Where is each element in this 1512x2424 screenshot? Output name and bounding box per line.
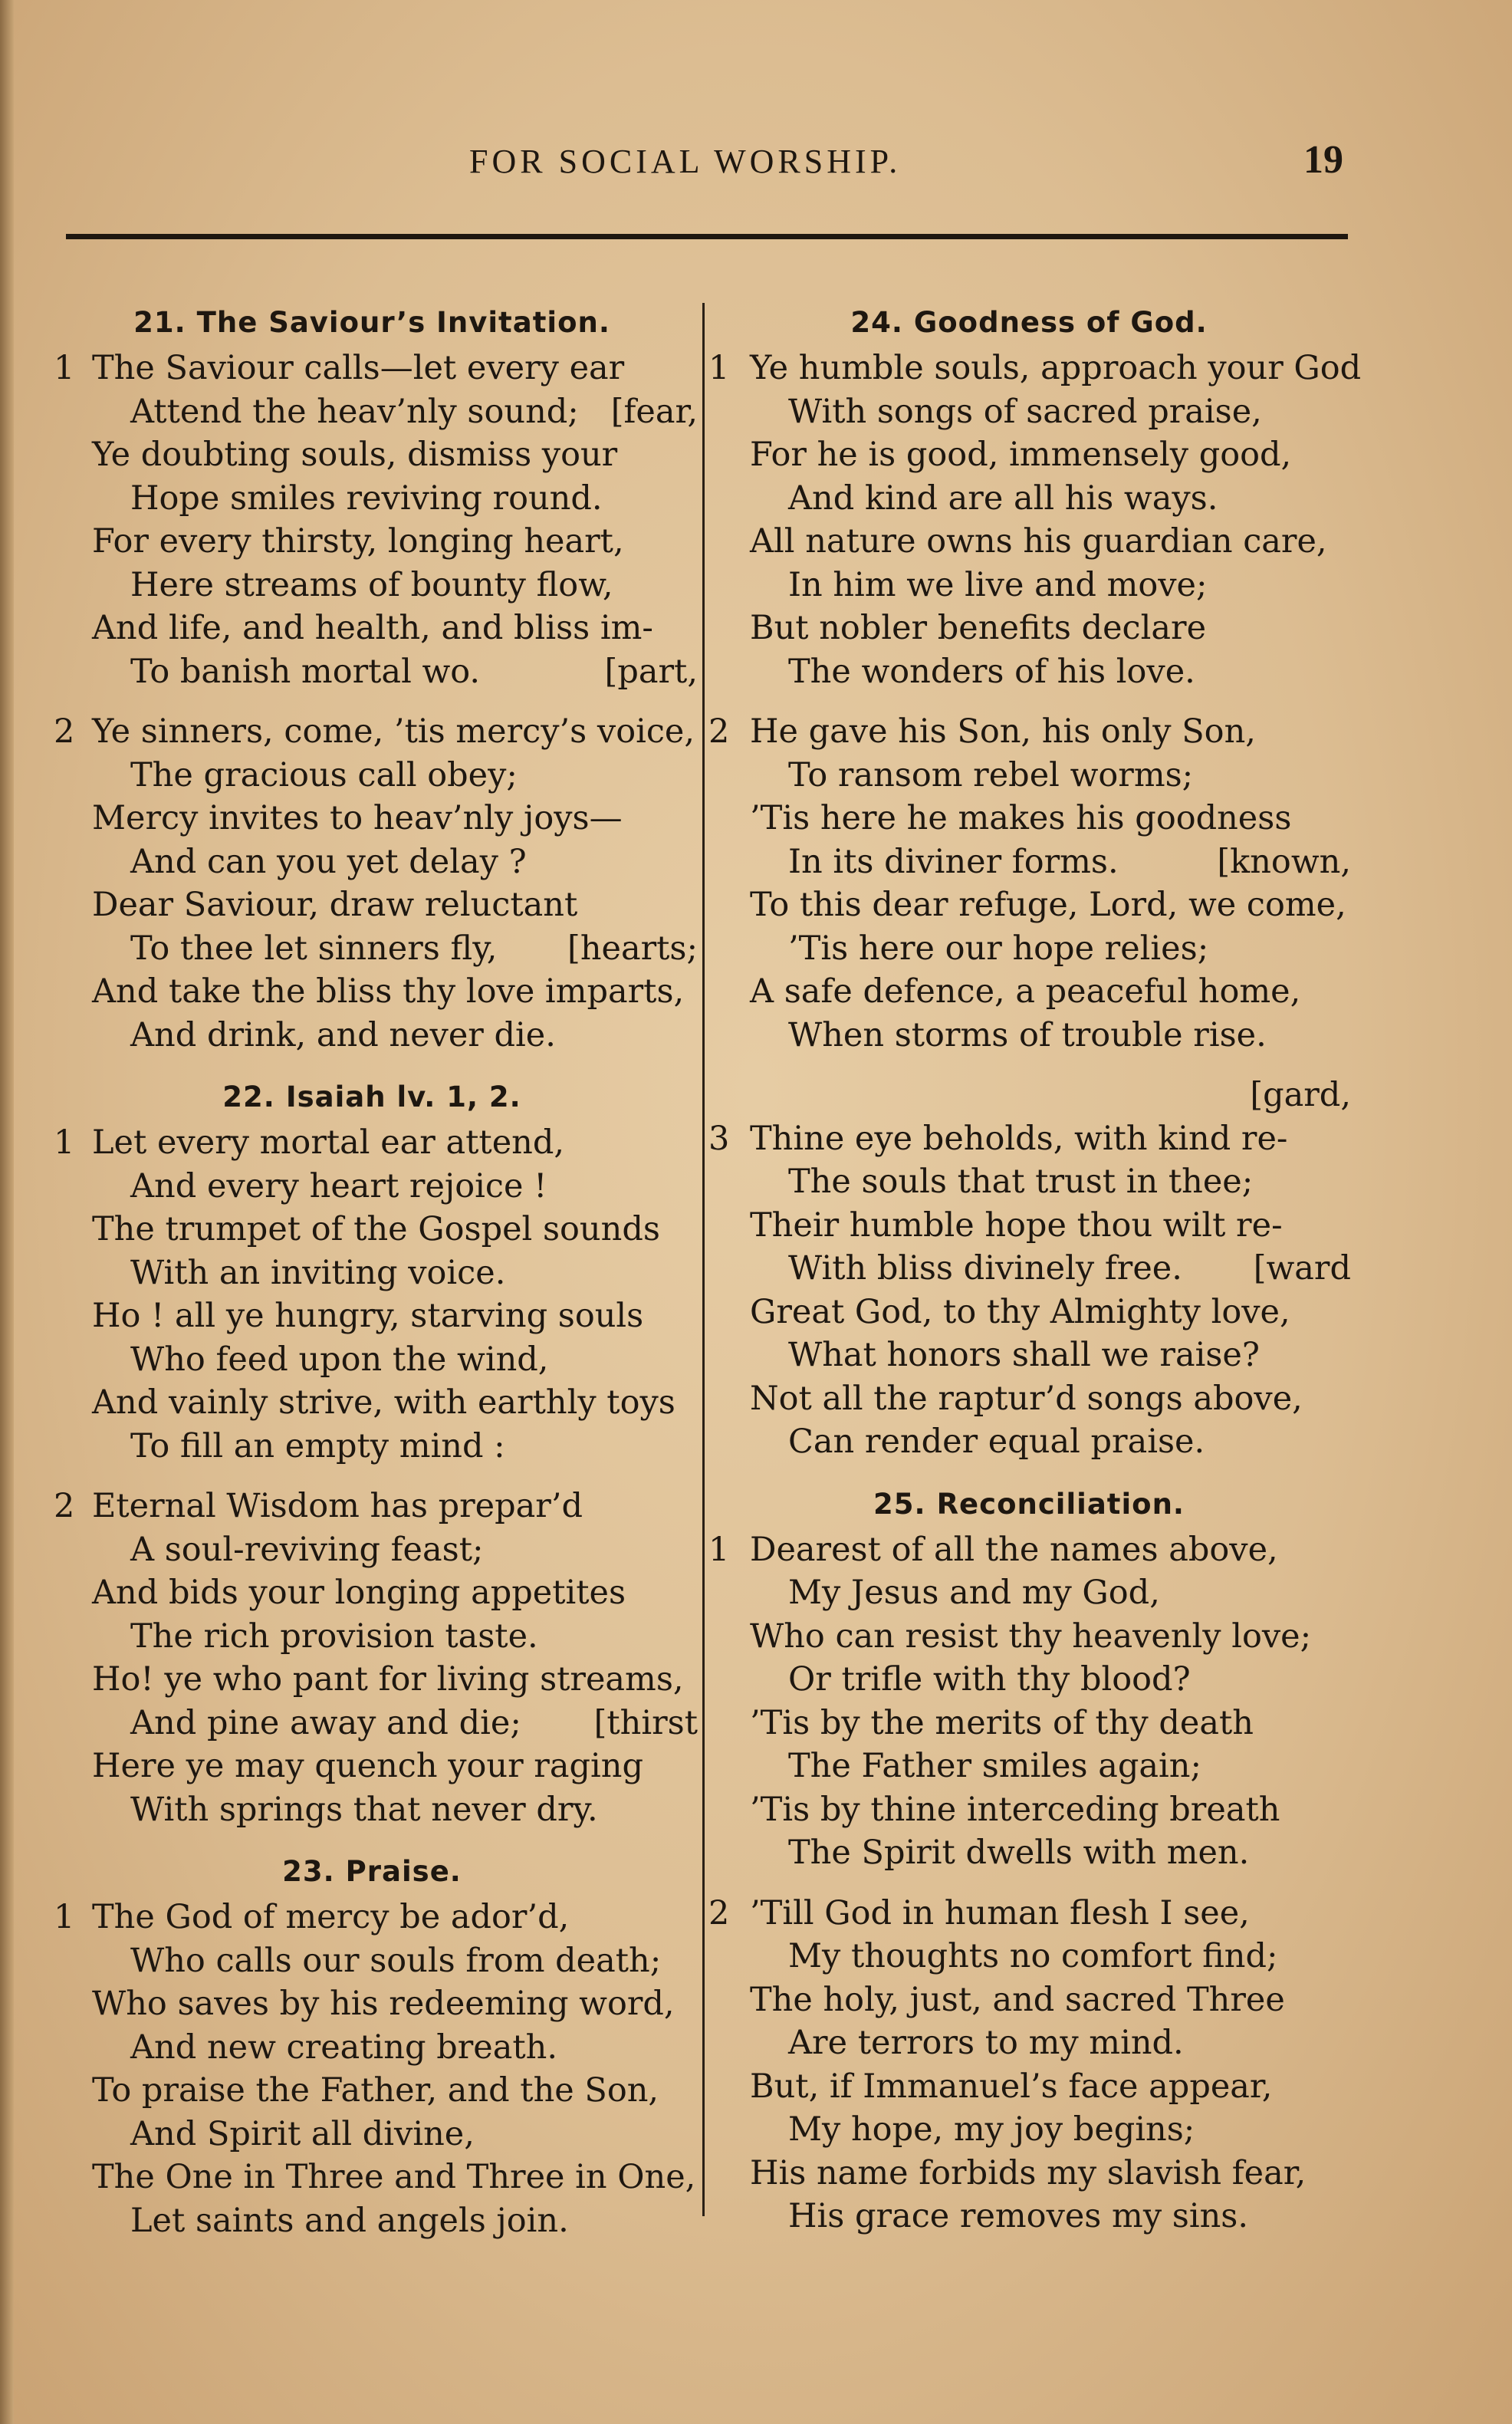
line-text: Their humble hope thou wilt re- (750, 1205, 1283, 1245)
verse-line (46, 927, 698, 971)
verse (46, 347, 698, 693)
line-text: And drink, and never die. (130, 1015, 556, 1054)
line-text: And kind are all his ways. (788, 479, 1218, 518)
line-text: And life, and health, and bliss im- (92, 609, 653, 647)
right-column (707, 299, 1362, 2255)
line-text: Ho ! all ye hungry, starving souls (92, 1297, 644, 1335)
line-text: For he is good, immensely good, (750, 436, 1292, 474)
verse-line (707, 520, 1351, 564)
line-carryover: [thirst (593, 1703, 698, 1742)
line-carryover: [part, (604, 652, 698, 691)
hymn-number: 22. (222, 1080, 275, 1113)
verse-line (46, 347, 698, 390)
line-text: He gave his Son, his only Son, (750, 712, 1256, 751)
left-column (46, 299, 698, 2259)
verse-line (707, 1204, 1351, 1248)
line-text: To ransom rebel worms; (788, 755, 1194, 794)
line-text: When storms of trouble rise. (788, 1015, 1267, 1054)
hymn-block (46, 1074, 698, 1831)
verse-line (46, 840, 698, 884)
hymn-title-text: Reconciliation. (936, 1487, 1185, 1521)
line-text: With springs that never dry. (130, 1790, 598, 1829)
verse (707, 1074, 1351, 1464)
line-text: The God of mercy be ador’d, (92, 1898, 570, 1936)
line-text: The Spirit dwells with men. (788, 1834, 1250, 1872)
line-text: Great God, to thy Almighty love, (750, 1292, 1290, 1331)
line-text: To fill an empty mind : (130, 1426, 505, 1465)
verse-line (707, 1160, 1351, 1204)
verse-line (46, 1788, 698, 1832)
verse-line (46, 2199, 698, 2243)
verse-line (46, 1982, 698, 2026)
line-text: ’Tis here he makes his goodness (750, 799, 1292, 837)
line-text: For every thirsty, longing heart, (92, 522, 624, 561)
verse-line (707, 390, 1351, 434)
line-text: Ye sinners, come, ’tis mercy’s voice, (92, 712, 695, 751)
line-text: Eternal Wisdom has prepar’d (92, 1487, 583, 1525)
line-text: The souls that trust in thee; (788, 1163, 1254, 1201)
verse-line (707, 1615, 1351, 1659)
verse-line (46, 1745, 698, 1788)
verse-line (46, 477, 698, 521)
line-text: Attend the heav’nly sound; (130, 392, 579, 431)
line-text: With songs of sacred praise, (788, 392, 1262, 431)
verse-line (707, 1935, 1351, 1978)
line-text: Dear Saviour, draw reluctant (92, 886, 578, 924)
line-text: And new creating breath. (130, 2028, 558, 2067)
hymn-title-text: Praise. (345, 1855, 462, 1888)
line-text: The One in Three and Three in One, (92, 2158, 696, 2196)
verse-line (46, 1121, 698, 1165)
line-carryover: [known, (1217, 842, 1351, 881)
hymn-title (46, 1848, 698, 1896)
hymn-title (46, 299, 698, 347)
column-divider (702, 303, 705, 2216)
verse-line (46, 970, 698, 1014)
verse-line (46, 2069, 698, 2113)
verse-line (707, 1831, 1351, 1875)
hymn-title-text: Goodness of God. (913, 306, 1208, 339)
verse-line (707, 1420, 1351, 1464)
hymn-block (46, 1848, 698, 2242)
verse-line (707, 2065, 1351, 2109)
verse (707, 710, 1351, 1057)
line-text: ’Tis by the merits of thy death (750, 1703, 1254, 1742)
verse-number: 1 (708, 349, 730, 387)
line-text: The wonders of his love. (788, 652, 1195, 691)
line-text: Not all the raptur’d songs above, (750, 1379, 1303, 1418)
verse-line (707, 564, 1351, 607)
verse-line (707, 883, 1351, 927)
page-edge (0, 0, 14, 2424)
line-text: My Jesus and my God, (788, 1574, 1160, 1612)
verse (707, 1892, 1351, 2238)
line-text: Here ye may quench your raging (92, 1747, 643, 1785)
line-text: Let every mortal ear attend, (92, 1123, 565, 1162)
verse-line (46, 1165, 698, 1209)
line-text: Who calls our souls from death; (130, 1941, 662, 1980)
verse-line (46, 1294, 698, 1338)
verse (46, 710, 698, 1057)
verse (707, 1528, 1351, 1875)
verse-line (46, 1702, 698, 1745)
hymn-number: 24. (850, 306, 903, 339)
line-text: And take the bliss thy love imparts, (92, 972, 685, 1011)
verse-line (707, 710, 1351, 754)
verse-line (46, 2156, 698, 2199)
verse-line (46, 1896, 698, 1939)
line-text: To thee let sinners fly, (130, 929, 498, 968)
verse-line (707, 1014, 1351, 1057)
line-text: The holy, just, and sacred Three (750, 1980, 1285, 2019)
line-text: And every heart rejoice ! (130, 1166, 547, 1205)
line-text: The gracious call obey; (130, 755, 518, 794)
line-text: To this dear refuge, Lord, we come, (750, 886, 1346, 924)
line-text: In its diviner forms. (788, 842, 1119, 881)
line-text: All nature owns his guardian care, (750, 522, 1327, 561)
line-text: And vainly strive, with earthly toys (92, 1383, 675, 1422)
line-text: A soul-reviving feast; (130, 1530, 484, 1569)
line-text: And pine away and die; (130, 1703, 521, 1742)
line-text: Can render equal praise. (788, 1422, 1205, 1461)
line-carryover: [gard, (1250, 1076, 1351, 1114)
line-text: And bids your longing appetites (92, 1574, 626, 1612)
verse-line (707, 970, 1351, 1014)
verse-line (707, 797, 1351, 840)
line-text: With bliss divinely free. (788, 1249, 1182, 1288)
verse-number: 2 (708, 1893, 730, 1932)
line-text: Who feed upon the wind, (130, 1340, 549, 1379)
verse-line (707, 1377, 1351, 1421)
verse-line (46, 1381, 698, 1425)
verse-line (707, 2021, 1351, 2065)
line-text: Let saints and angels join. (130, 2201, 569, 2240)
line-text: ’Till God in human flesh I see, (750, 1893, 1250, 1932)
verse-line (46, 1338, 698, 1382)
verse-line (707, 1702, 1351, 1745)
line-text: Thine eye beholds, with kind re- (750, 1119, 1288, 1158)
line-text: Mercy invites to heav’nly joys— (92, 799, 623, 837)
hymn-number: 25. (873, 1487, 926, 1521)
hymn-number: 23. (282, 1855, 335, 1888)
line-carryover: [ward (1253, 1249, 1351, 1288)
hymn-title-text: The Saviour’s Invitation. (196, 306, 610, 339)
verse-line (46, 1939, 698, 1983)
verse-line (46, 564, 698, 607)
verse-line (46, 797, 698, 840)
verse-line (707, 754, 1351, 798)
page-number: 19 (1303, 138, 1343, 182)
verse-line (707, 433, 1351, 477)
verse-line (46, 2026, 698, 2070)
line-text: His grace removes my sins. (788, 2197, 1249, 2235)
line-text: To praise the Father, and the Son, (92, 2071, 659, 2110)
verse-line (46, 433, 698, 477)
line-text: The Saviour calls—let every ear (92, 349, 625, 387)
verse-line (707, 840, 1351, 884)
verse-line (707, 347, 1362, 390)
verse-line (46, 1528, 698, 1572)
line-text: His name forbids my slavish fear, (750, 2153, 1307, 2192)
verse-line (46, 883, 698, 927)
verse-line (707, 1658, 1351, 1702)
header-rule (66, 234, 1348, 239)
hymn-number: 21. (133, 306, 186, 339)
line-text: Who saves by his redeeming word, (92, 1985, 675, 2023)
verse-number: 1 (54, 349, 75, 387)
verse-line (707, 1074, 1351, 1117)
verse-line (46, 710, 698, 754)
verse-line (707, 1117, 1351, 1161)
hymn-title-text: Isaiah lv. 1, 2. (285, 1080, 521, 1113)
verse-line (46, 1571, 698, 1615)
verse-line (707, 1528, 1351, 1572)
verse (46, 1485, 698, 1831)
verse-number: 2 (54, 1487, 75, 1525)
line-text: A safe defence, a peaceful home, (750, 972, 1301, 1011)
verse-line (707, 477, 1351, 521)
verse-line (707, 607, 1351, 650)
line-text: Or trifle with thy blood? (788, 1660, 1191, 1699)
verse-line (707, 2152, 1351, 2195)
verse-line (707, 1291, 1351, 1334)
verse-line (46, 1658, 698, 1702)
line-text: Here streams of bounty flow, (130, 565, 613, 604)
verse-line (46, 607, 698, 650)
verse-line (707, 2195, 1351, 2238)
hymn-title (46, 1074, 698, 1121)
verse-line (46, 754, 698, 798)
verse-number: 1 (708, 1530, 730, 1569)
verse (707, 347, 1362, 693)
verse (46, 1121, 698, 1468)
line-text: Ho! ye who pant for living streams, (92, 1660, 684, 1699)
hymn-block (46, 299, 698, 1057)
line-text: Hope smiles reviving round. (130, 479, 603, 518)
line-carryover: [hearts; (567, 929, 698, 968)
verse-line (46, 390, 698, 434)
verse-line (46, 1251, 698, 1295)
verse-line (707, 1892, 1351, 1936)
verse-number: 2 (54, 712, 75, 751)
line-text: In him we live and move; (788, 565, 1208, 604)
verse-number: 1 (54, 1898, 75, 1936)
line-text: My hope, my joy begins; (788, 2110, 1195, 2149)
verse-line (46, 520, 698, 564)
line-text: Are terrors to my mind. (788, 2024, 1184, 2062)
verse-line (707, 927, 1351, 971)
verse-line (707, 1788, 1351, 1832)
line-text: The rich provision taste. (130, 1617, 538, 1656)
line-text: ’Tis by thine interceding breath (750, 1790, 1280, 1829)
line-text: The trumpet of the Gospel sounds (92, 1210, 660, 1248)
line-text: ’Tis here our hope relies; (788, 929, 1209, 968)
hymn-block (707, 1481, 1351, 2238)
verse-number: 1 (54, 1123, 75, 1162)
verse-line (707, 1334, 1351, 1377)
verse-line (707, 1978, 1351, 2022)
line-text: And Spirit all divine, (130, 2114, 475, 2153)
page-header (0, 138, 1512, 203)
verse-line (707, 1571, 1351, 1615)
verse-line (707, 1745, 1351, 1788)
line-text: Ye humble souls, approach your God (750, 349, 1362, 387)
verse-line (46, 2113, 698, 2156)
line-text: The Father smiles again; (788, 1747, 1201, 1785)
line-text: With an inviting voice. (130, 1253, 506, 1292)
verse-line (46, 1485, 698, 1528)
verse-line (46, 1425, 698, 1469)
line-text: What honors shall we raise? (788, 1336, 1260, 1374)
verse-number: 3 (708, 1119, 730, 1158)
line-text: To banish mortal wo. (130, 652, 481, 691)
verse-line (707, 650, 1351, 694)
verse-line (707, 1247, 1351, 1291)
verse-line (46, 1014, 698, 1057)
line-text: Who can resist thy heavenly love; (750, 1617, 1312, 1656)
verse-line (46, 650, 698, 694)
line-text: Dearest of all the names above, (750, 1530, 1278, 1569)
verse-line (46, 1208, 698, 1251)
hymn-title (707, 1481, 1351, 1528)
hymn-block (707, 299, 1362, 1464)
line-text: My thoughts no comfort find; (788, 1937, 1278, 1975)
verse (46, 1896, 698, 2242)
hymn-title (707, 299, 1351, 347)
line-text: Ye doubting souls, dismiss your (92, 436, 618, 474)
line-text: But nobler benefits declare (750, 609, 1207, 647)
running-head: FOR SOCIAL WORSHIP. (469, 143, 902, 180)
verse-line (46, 1615, 698, 1659)
verse-number: 2 (708, 712, 730, 751)
line-text: But, if Immanuel’s face appear, (750, 2067, 1273, 2106)
verse-line (707, 2108, 1351, 2152)
line-carryover: [fear, (610, 392, 698, 431)
line-text: And can you yet delay ? (130, 842, 527, 881)
